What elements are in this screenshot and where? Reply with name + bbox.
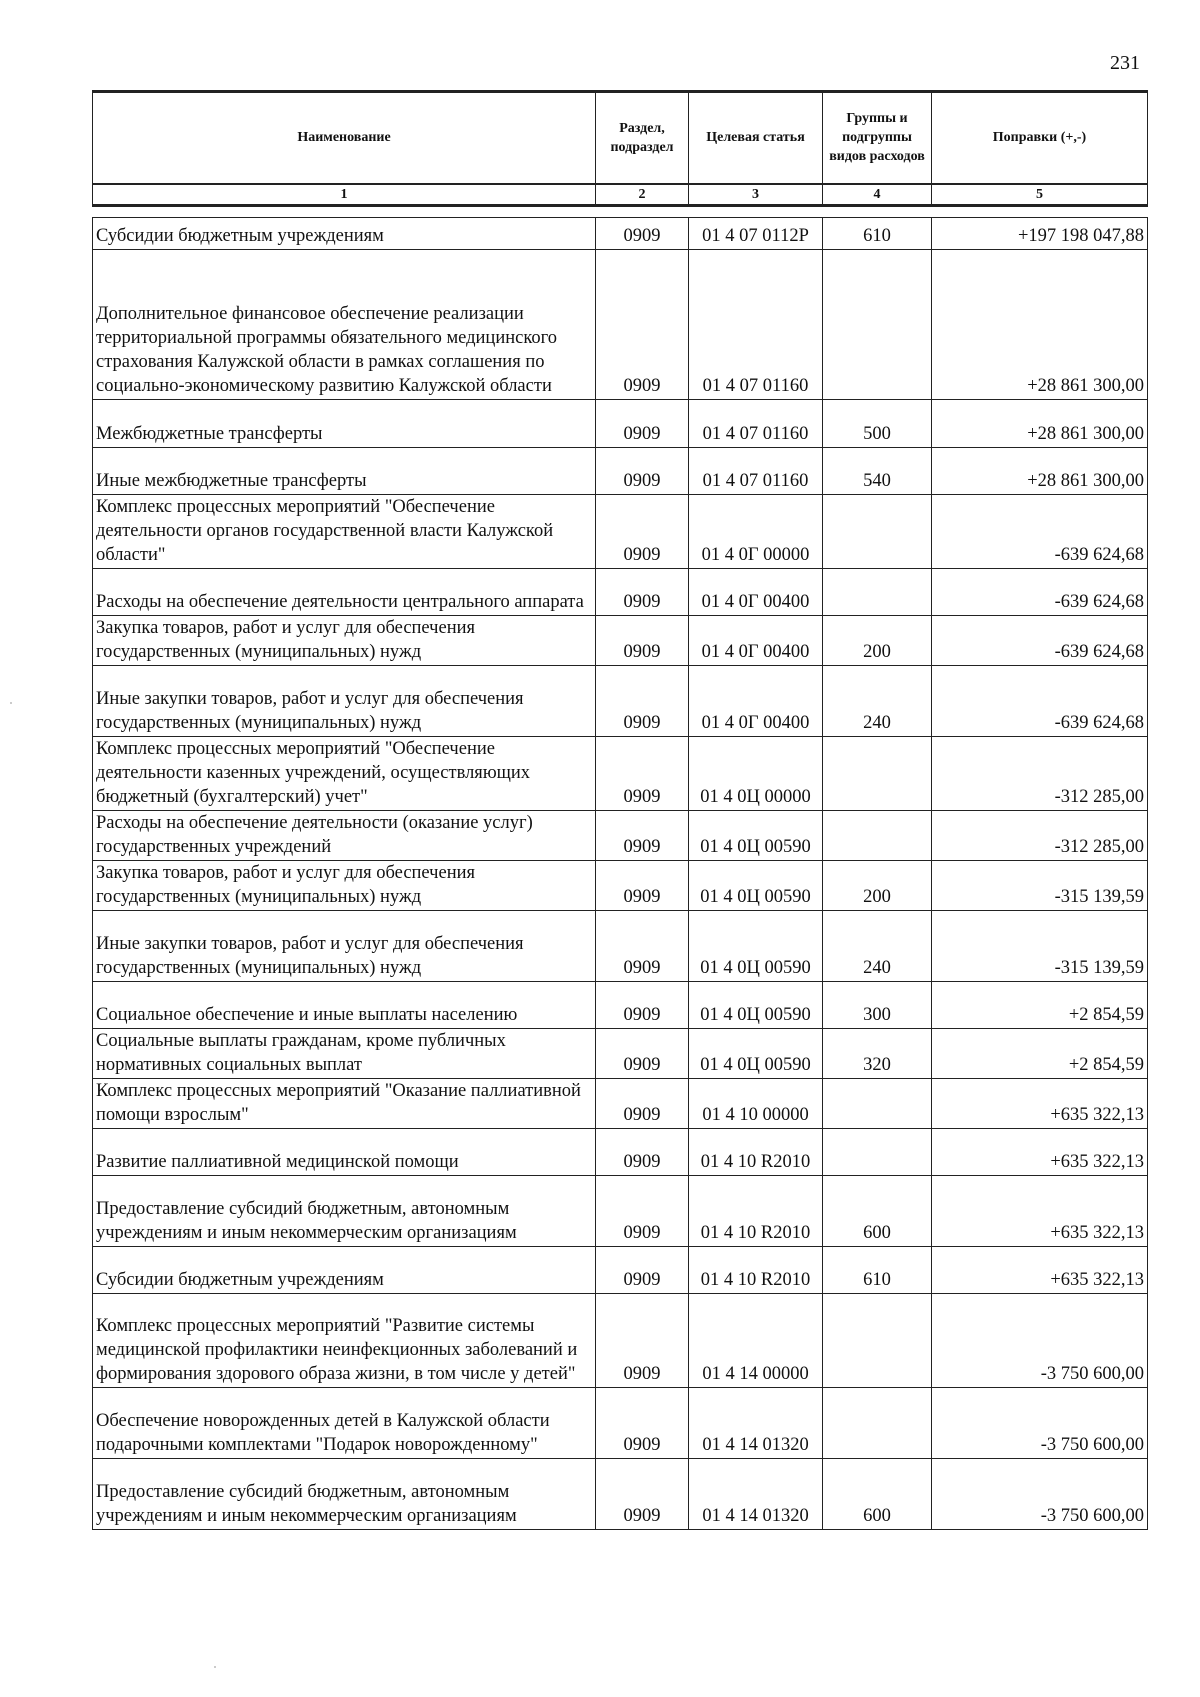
scan-speck [10, 702, 12, 704]
table-row [93, 217, 1148, 249]
row-expense-group [823, 810, 932, 860]
row-amendment-amount: +2 854,59 [932, 981, 1148, 1028]
row-name: Закупка товаров, работ и услуг для обеспечения государственных (муниципальных) нужд [93, 615, 596, 665]
row-amendment-amount: -315 139,59 [932, 860, 1148, 910]
header-expense-groups: Группы и подгруппы видов расходов [823, 92, 932, 184]
row-target-article: 01 4 10 R2010 [689, 1246, 823, 1293]
row-name: Комплекс процессных мероприятий "Оказание паллиативной помощи взрослым" [93, 1078, 596, 1128]
table-row [93, 1293, 1148, 1387]
row-expense-group: 200 [823, 615, 932, 665]
row-section: 0909 [596, 217, 689, 249]
row-amendment-amount: -639 624,68 [932, 494, 1148, 568]
table-row [93, 1078, 1148, 1128]
row-name: Дополнительное финансовое обеспечение реализации территориальной программы обязательного медицинского страхования Калужской области в рамках соглашения по социально-экономическому развитию Калужской области [93, 249, 596, 399]
row-target-article: 01 4 10 00000 [689, 1078, 823, 1128]
row-target-article: 01 4 0Г 00400 [689, 615, 823, 665]
row-target-article: 01 4 0Ц 00590 [689, 910, 823, 981]
row-section: 0909 [596, 1293, 689, 1387]
row-name: Закупка товаров, работ и услуг для обеспечения государственных (муниципальных) нужд [93, 860, 596, 910]
table-row [93, 568, 1148, 615]
row-section: 0909 [596, 1128, 689, 1175]
table-row [93, 736, 1148, 810]
row-expense-group: 240 [823, 665, 932, 736]
row-amendment-amount: +635 322,13 [932, 1246, 1148, 1293]
row-target-article: 01 4 0Г 00000 [689, 494, 823, 568]
row-amendment-amount: +28 861 300,00 [932, 447, 1148, 494]
row-section: 0909 [596, 665, 689, 736]
table-row [93, 910, 1148, 981]
table-row [93, 1387, 1148, 1458]
row-name: Обеспечение новорожденных детей в Калужской области подарочными комплектами "Подарок новорожденному" [93, 1387, 596, 1458]
row-section: 0909 [596, 1028, 689, 1078]
table-row [93, 1246, 1148, 1293]
row-target-article: 01 4 07 01160 [689, 249, 823, 399]
row-target-article: 01 4 0Ц 00590 [689, 981, 823, 1028]
row-section: 0909 [596, 568, 689, 615]
row-section: 0909 [596, 910, 689, 981]
row-amendment-amount: +28 861 300,00 [932, 249, 1148, 399]
row-expense-group [823, 1078, 932, 1128]
row-section: 0909 [596, 615, 689, 665]
row-name: Комплекс процессных мероприятий "Обеспечение деятельности органов государственной власти Калужской области" [93, 494, 596, 568]
row-expense-group [823, 1128, 932, 1175]
row-name: Социальное обеспечение и иные выплаты населению [93, 981, 596, 1028]
row-name: Социальные выплаты гражданам, кроме публичных нормативных социальных выплат [93, 1028, 596, 1078]
row-expense-group [823, 249, 932, 399]
row-section: 0909 [596, 494, 689, 568]
table-row [93, 810, 1148, 860]
budget-amendments-table [92, 90, 1148, 1530]
row-amendment-amount: +2 854,59 [932, 1028, 1148, 1078]
row-name: Иные закупки товаров, работ и услуг для обеспечения государственных (муниципальных) нужд [93, 665, 596, 736]
row-target-article: 01 4 0Ц 00590 [689, 860, 823, 910]
row-target-article: 01 4 14 00000 [689, 1293, 823, 1387]
row-amendment-amount: +28 861 300,00 [932, 399, 1148, 447]
row-section: 0909 [596, 1078, 689, 1128]
column-number: 2 [596, 184, 689, 206]
header-row [93, 92, 1148, 184]
row-expense-group [823, 736, 932, 810]
header-target-article: Целевая статья [689, 92, 823, 184]
row-name: Комплекс процессных мероприятий "Развитие системы медицинской профилактики неинфекционных заболеваний и формирования здорового образа жизни, в том числе у детей" [93, 1293, 596, 1387]
table-row [93, 494, 1148, 568]
row-section: 0909 [596, 736, 689, 810]
row-expense-group: 200 [823, 860, 932, 910]
table-row [93, 447, 1148, 494]
row-expense-group: 600 [823, 1175, 932, 1246]
row-amendment-amount: -3 750 600,00 [932, 1387, 1148, 1458]
row-amendment-amount: -3 750 600,00 [932, 1458, 1148, 1529]
row-target-article: 01 4 0Ц 00590 [689, 1028, 823, 1078]
column-number-row [93, 184, 1148, 206]
row-name: Комплекс процессных мероприятий "Обеспечение деятельности казенных учреждений, осуществляющих бюджетный (бухгалтерский) учет" [93, 736, 596, 810]
table-row [93, 981, 1148, 1028]
row-amendment-amount: +635 322,13 [932, 1078, 1148, 1128]
row-section: 0909 [596, 1387, 689, 1458]
row-expense-group: 320 [823, 1028, 932, 1078]
row-section: 0909 [596, 249, 689, 399]
row-section: 0909 [596, 1458, 689, 1529]
table-row [93, 1028, 1148, 1078]
row-target-article: 01 4 0Г 00400 [689, 568, 823, 615]
row-section: 0909 [596, 447, 689, 494]
row-amendment-amount: -639 624,68 [932, 568, 1148, 615]
row-expense-group [823, 568, 932, 615]
row-target-article: 01 4 07 0112P [689, 217, 823, 249]
row-expense-group: 500 [823, 399, 932, 447]
row-amendment-amount: -315 139,59 [932, 910, 1148, 981]
row-name: Иные межбюджетные трансферты [93, 447, 596, 494]
row-amendment-amount: -639 624,68 [932, 615, 1148, 665]
row-target-article: 01 4 10 R2010 [689, 1175, 823, 1246]
table-row [93, 860, 1148, 910]
table-row [93, 399, 1148, 447]
row-expense-group [823, 1387, 932, 1458]
row-target-article: 01 4 07 01160 [689, 447, 823, 494]
row-name: Развитие паллиативной медицинской помощи [93, 1128, 596, 1175]
row-section: 0909 [596, 860, 689, 910]
row-target-article: 01 4 07 01160 [689, 399, 823, 447]
table-row [93, 249, 1148, 399]
table-row [93, 665, 1148, 736]
row-target-article: 01 4 0Ц 00000 [689, 736, 823, 810]
row-expense-group: 540 [823, 447, 932, 494]
row-amendment-amount: +197 198 047,88 [932, 217, 1148, 249]
table-row [93, 615, 1148, 665]
table-row [93, 1175, 1148, 1246]
row-name: Иные закупки товаров, работ и услуг для обеспечения государственных (муниципальных) нужд [93, 910, 596, 981]
row-amendment-amount: -639 624,68 [932, 665, 1148, 736]
row-amendment-amount: -312 285,00 [932, 736, 1148, 810]
row-name: Субсидии бюджетным учреждениям [93, 217, 596, 249]
spacer-row [93, 205, 1148, 217]
row-expense-group: 300 [823, 981, 932, 1028]
row-name: Субсидии бюджетным учреждениям [93, 1246, 596, 1293]
row-name: Предоставление субсидий бюджетным, автономным учреждениям и иным некоммерческим организациям [93, 1175, 596, 1246]
row-amendment-amount: +635 322,13 [932, 1128, 1148, 1175]
row-target-article: 01 4 14 01320 [689, 1458, 823, 1529]
row-name: Предоставление субсидий бюджетным, автономным учреждениям и иным некоммерческим организациям [93, 1458, 596, 1529]
row-amendment-amount: -312 285,00 [932, 810, 1148, 860]
header-section: Раздел, подраздел [596, 92, 689, 184]
row-expense-group: 240 [823, 910, 932, 981]
column-number: 1 [93, 184, 596, 206]
header-name: Наименование [93, 92, 596, 184]
row-target-article: 01 4 0Ц 00590 [689, 810, 823, 860]
row-expense-group: 610 [823, 217, 932, 249]
row-expense-group [823, 494, 932, 568]
row-section: 0909 [596, 981, 689, 1028]
table-row [93, 1128, 1148, 1175]
row-name: Расходы на обеспечение деятельности (оказание услуг) государственных учреждений [93, 810, 596, 860]
scan-speck [214, 1666, 216, 1668]
table-row [93, 1458, 1148, 1529]
row-target-article: 01 4 10 R2010 [689, 1128, 823, 1175]
row-amendment-amount: +635 322,13 [932, 1175, 1148, 1246]
row-section: 0909 [596, 1175, 689, 1246]
header-amendments: Поправки (+,-) [932, 92, 1148, 184]
column-number: 4 [823, 184, 932, 206]
row-amendment-amount: -3 750 600,00 [932, 1293, 1148, 1387]
row-target-article: 01 4 14 01320 [689, 1387, 823, 1458]
column-number: 5 [932, 184, 1148, 206]
page-number: 231 [1110, 52, 1140, 74]
column-number: 3 [689, 184, 823, 206]
row-expense-group [823, 1293, 932, 1387]
row-section: 0909 [596, 810, 689, 860]
row-section: 0909 [596, 399, 689, 447]
row-target-article: 01 4 0Г 00400 [689, 665, 823, 736]
row-name: Межбюджетные трансферты [93, 399, 596, 447]
row-name: Расходы на обеспечение деятельности центрального аппарата [93, 568, 596, 615]
row-expense-group: 610 [823, 1246, 932, 1293]
row-section: 0909 [596, 1246, 689, 1293]
row-expense-group: 600 [823, 1458, 932, 1529]
